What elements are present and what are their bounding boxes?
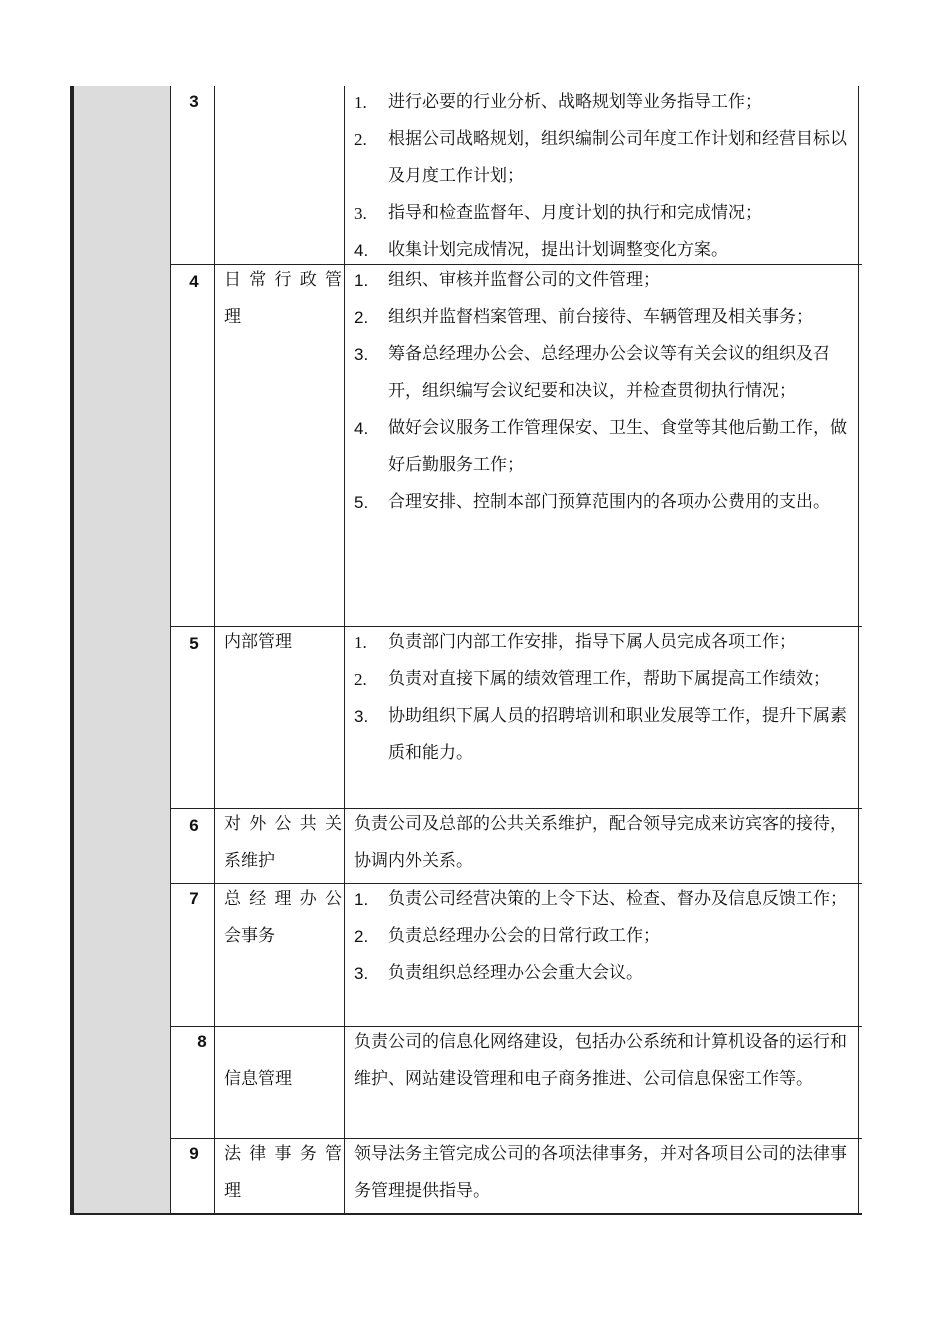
duty-list xyxy=(354,624,858,772)
duty-table xyxy=(70,86,862,1214)
item-number: 1. xyxy=(354,271,369,290)
left-gray-column xyxy=(70,86,170,1214)
row-number: 7 xyxy=(189,889,199,908)
item-text: 进行必要的行业分析、战略规划等业务指导工作； xyxy=(388,92,762,112)
row-number: 3 xyxy=(189,92,199,111)
item-text: 做好会议服务工作管理保安、卫生、食堂等其他后勤工作，做好后勤服务工作； xyxy=(388,418,847,475)
item-number: 1. xyxy=(354,633,367,652)
item-text: 指导和检查监督年、月度计划的执行和完成情况； xyxy=(388,203,762,223)
item-text: 负责组织总经理办公会重大会议。 xyxy=(388,963,643,983)
table-bottom-border xyxy=(70,1213,862,1215)
item-text: 组织并监督档案管理、前台接待、车辆管理及相关事务； xyxy=(388,307,813,327)
item-number: 2. xyxy=(354,927,369,946)
duty-name: 法 律 事 务 管 理 xyxy=(224,1144,342,1201)
item-number: 2. xyxy=(354,308,369,327)
item-number: 5. xyxy=(354,493,369,512)
duty-list xyxy=(354,84,858,269)
column-divider xyxy=(170,86,171,1214)
item-text: 组织、审核并监督公司的文件管理； xyxy=(388,270,660,290)
item-number: 4. xyxy=(354,419,369,438)
item-number: 2. xyxy=(354,130,367,149)
duty-name: 日 常 行 政 管 理 xyxy=(224,270,342,327)
list-item xyxy=(354,195,858,232)
item-number: 2. xyxy=(354,670,367,689)
duty-text: 领导法务主管完成公司的各项法律事务，并对各项目公司的法律事务管理提供指导。 xyxy=(354,1144,847,1201)
item-text: 协助组织下属人员的招聘培训和职业发展等工作，提升下属素质和能力。 xyxy=(388,706,847,763)
item-text: 负责对直接下属的绩效管理工作，帮助下属提高工作绩效； xyxy=(388,669,830,689)
table-left-border xyxy=(70,86,74,1214)
list-item xyxy=(354,881,858,918)
list-item xyxy=(354,262,858,299)
item-text: 筹备总经理办公会、总经理办公会议等有关会议的组织及召开，组织编写会议纪要和决议，并检查贯彻执行情况； xyxy=(388,344,830,401)
list-item xyxy=(354,484,858,521)
list-item xyxy=(354,336,858,410)
column-divider xyxy=(344,86,345,1214)
duty-list xyxy=(354,262,858,521)
item-text: 收集计划完成情况，提出计划调整变化方案。 xyxy=(388,240,728,260)
duty-name: 信息管理 xyxy=(224,1069,292,1089)
row-number: 6 xyxy=(189,816,199,835)
list-item xyxy=(354,955,858,992)
row-number: 5 xyxy=(189,634,199,653)
table-right-border xyxy=(858,86,859,1214)
item-text: 根据公司战略规划，组织编制公司年度工作计划和经营目标以及月度工作计划； xyxy=(388,129,847,186)
item-number: 3. xyxy=(354,964,369,983)
duty-name: 对 外 公 共 关 系维护 xyxy=(224,814,342,871)
row-number: 4 xyxy=(189,272,199,291)
item-number: 3. xyxy=(354,204,367,223)
item-number: 4. xyxy=(354,241,369,260)
list-item xyxy=(354,299,858,336)
list-item xyxy=(354,918,858,955)
duty-name: 总 经 理 办 公 会事务 xyxy=(224,889,342,946)
duty-list xyxy=(354,881,858,992)
duty-text: 负责公司的信息化网络建设，包括办公系统和计算机设备的运行和维护、网站建设管理和电子商务推进、公司信息保密工作等。 xyxy=(354,1032,847,1089)
list-item xyxy=(354,84,858,121)
row-number: 9 xyxy=(189,1144,199,1163)
item-number: 1. xyxy=(354,93,367,112)
list-item xyxy=(354,661,858,698)
list-item xyxy=(354,121,858,195)
item-text: 负责公司经营决策的上令下达、检查、督办及信息反馈工作； xyxy=(388,889,847,909)
list-item xyxy=(354,624,858,661)
row-number: 8 xyxy=(197,1032,207,1051)
item-text: 合理安排、控制本部门预算范围内的各项办公费用的支出。 xyxy=(388,492,830,512)
duty-name: 内部管理 xyxy=(224,632,292,652)
item-text: 负责部门内部工作安排，指导下属人员完成各项工作； xyxy=(388,632,796,652)
item-number: 1. xyxy=(354,890,369,909)
duty-text: 负责公司及总部的公共关系维护，配合领导完成来访宾客的接待，协调内外关系。 xyxy=(354,814,847,871)
item-number: 3. xyxy=(354,707,369,726)
list-item xyxy=(354,410,858,484)
list-item xyxy=(354,698,858,772)
item-text: 负责总经理办公会的日常行政工作； xyxy=(388,926,660,946)
item-number: 3. xyxy=(354,345,369,364)
